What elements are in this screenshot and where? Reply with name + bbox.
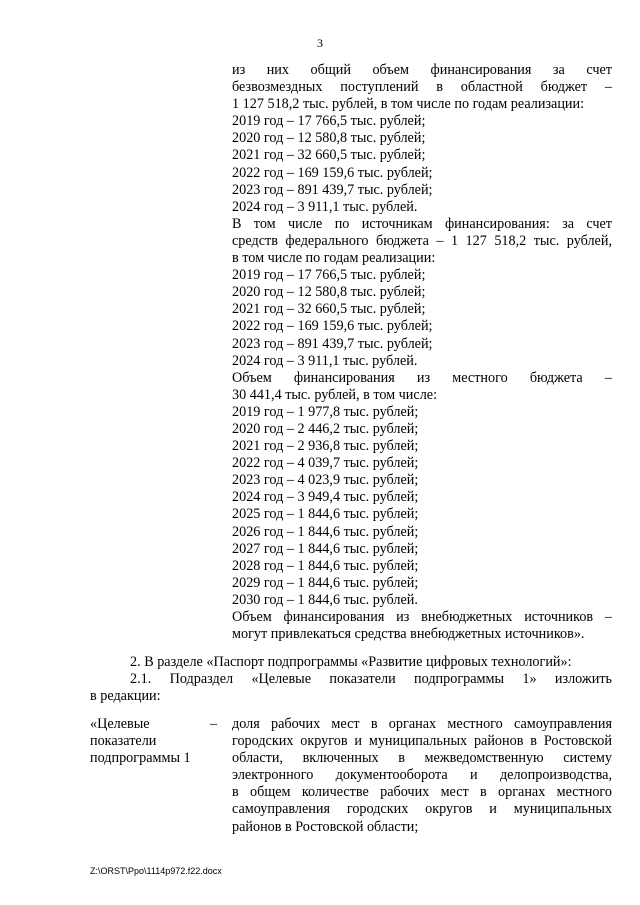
year-line: 2024 год – 3 949,4 тыс. рублей;: [232, 489, 419, 506]
year-line: 2024 год – 3 911,1 тыс. рублей.: [232, 352, 418, 369]
section-2: [90, 654, 612, 705]
text-line: 30 441,4 тыс. рублей, в том числе:: [232, 386, 438, 403]
indicator-label-line: подпрограммы 1: [90, 750, 191, 767]
funding-block: [232, 62, 612, 643]
indicator-text-line: самоуправления городских округов и муниципальных: [232, 801, 612, 818]
year-line: 2021 год – 32 660,5 тыс. рублей;: [232, 147, 426, 164]
text-line: Объем финансирования из внебюджетных источников –: [232, 609, 612, 625]
year-line: 2020 год – 2 446,2 тыс. рублей;: [232, 420, 419, 437]
indicator-label-line: показатели: [90, 733, 157, 750]
year-line: 2030 год – 1 844,6 тыс. рублей.: [232, 591, 418, 608]
text-line: безвозмездных поступлений в областной бюджет –: [232, 79, 612, 96]
text-line: в том числе по годам реализации:: [232, 250, 436, 267]
indicator-text-line: городских округов и муниципальных районов в Ростовской: [232, 733, 612, 750]
year-line: 2021 год – 2 936,8 тыс. рублей;: [232, 438, 419, 455]
year-line: 2023 год – 891 439,7 тыс. рублей;: [232, 181, 433, 198]
text-line: Объем финансирования из местного бюджета –: [232, 369, 612, 386]
indicator-label: [90, 716, 230, 767]
year-line: 2023 год – 4 023,9 тыс. рублей;: [232, 472, 419, 489]
indicator-text-line: доля рабочих мест в органах местного самоуправления: [232, 716, 612, 732]
page-number: 3: [317, 36, 323, 50]
year-line: 2028 год – 1 844,6 тыс. рублей;: [232, 557, 419, 574]
year-line: 2023 год – 891 439,7 тыс. рублей;: [232, 335, 433, 352]
year-line: 2019 год – 17 766,5 тыс. рублей;: [232, 267, 426, 284]
text-line: В том числе по источникам финансирования: за счет: [232, 215, 612, 232]
indicator-label-line: «Целевые: [90, 716, 150, 732]
year-line: 2024 год – 3 911,1 тыс. рублей.: [232, 198, 418, 215]
year-line: 2027 год – 1 844,6 тыс. рублей;: [232, 540, 419, 557]
year-line: 2021 год – 32 660,5 тыс. рублей;: [232, 301, 426, 318]
indicator-dash: –: [210, 716, 218, 732]
text-line: из них общий объем финансирования за счет: [232, 62, 612, 78]
year-line: 2022 год – 169 159,6 тыс. рублей;: [232, 164, 433, 181]
file-path-footer: Z:\ORST\Ppo\1114p972.f22.docx: [90, 866, 222, 876]
section-2-1-line-end: в редакции:: [90, 688, 161, 705]
text-line: могут привлекаться средства внебюджетных источников».: [232, 626, 585, 643]
section-2-1-line: 2.1. Подраздел «Целевые показатели подпрограммы 1» изложить: [130, 671, 612, 688]
year-line: 2020 год – 12 580,8 тыс. рублей;: [232, 284, 426, 301]
year-line: 2019 год – 1 977,8 тыс. рублей;: [232, 403, 419, 420]
year-line: 2026 год – 1 844,6 тыс. рублей;: [232, 523, 419, 540]
indicator-text-line: области, включенных в межведомственную систему: [232, 750, 612, 767]
indicator-text-line: электронного документооборота и делопроизводства,: [232, 767, 612, 784]
year-line: 2019 год – 17 766,5 тыс. рублей;: [232, 113, 426, 130]
year-line: 2029 год – 1 844,6 тыс. рублей;: [232, 574, 419, 591]
text-line: 1 127 518,2 тыс. рублей, в том числе по годам реализации:: [232, 96, 585, 113]
indicator-text-line: районов в Ростовской области;: [232, 818, 419, 835]
year-line: 2022 год – 4 039,7 тыс. рублей;: [232, 455, 419, 472]
indicator-text: [232, 716, 612, 836]
indicator-text-line: в общем количестве рабочих мест в органах местного: [232, 784, 612, 801]
section-2-heading: 2. В разделе «Паспорт подпрограммы «Развитие цифровых технологий»:: [130, 654, 572, 670]
text-line: средств федерального бюджета – 1 127 518,2 тыс. рублей,: [232, 232, 612, 249]
year-line: 2022 год – 169 159,6 тыс. рублей;: [232, 318, 433, 335]
year-line: 2025 год – 1 844,6 тыс. рублей;: [232, 506, 419, 523]
year-line: 2020 год – 12 580,8 тыс. рублей;: [232, 130, 426, 147]
